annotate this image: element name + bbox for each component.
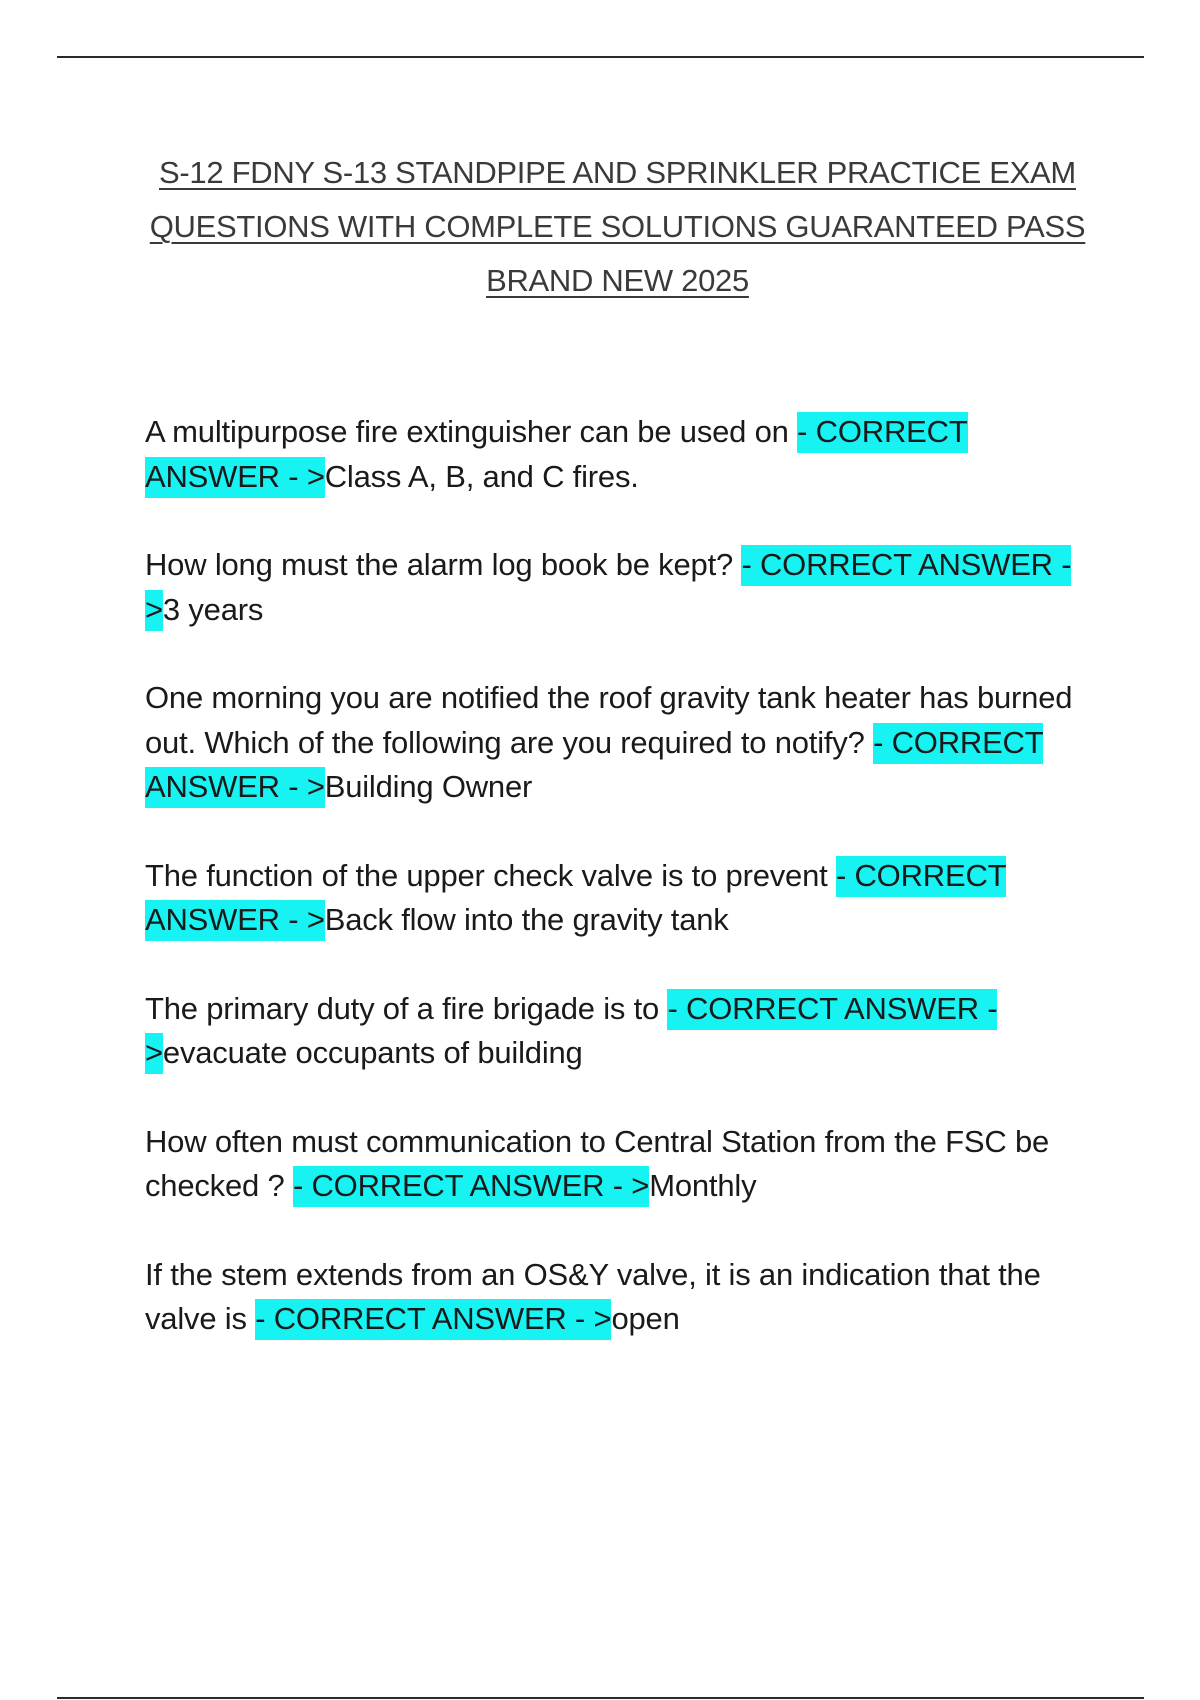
answer-text: evacuate occupants of building bbox=[162, 1035, 583, 1070]
correct-answer-marker: - CORRECT ANSWER - > bbox=[293, 1166, 649, 1207]
qa-item bbox=[145, 1253, 1090, 1342]
title-line-text: QUESTIONS WITH COMPLETE SOLUTIONS GUARANTEED PASS bbox=[149, 209, 1086, 244]
question-answer-list bbox=[145, 410, 1090, 1386]
answer-text: Monthly bbox=[649, 1168, 757, 1203]
answer-text: open bbox=[611, 1301, 680, 1336]
answer-text: Building Owner bbox=[324, 769, 533, 804]
answer-text: Back flow into the gravity tank bbox=[324, 902, 729, 937]
answer-text: Class A, B, and C fires. bbox=[324, 458, 639, 494]
qa-item bbox=[145, 987, 1090, 1076]
title-line-text: BRAND NEW 2025 bbox=[486, 263, 749, 298]
title-line-text: S-12 FDNY S-13 STANDPIPE AND SPRINKLER PRACTICE EXAM bbox=[159, 155, 1076, 190]
question-text: The primary duty of a fire brigade is to bbox=[145, 990, 668, 1026]
correct-answer-marker: - CORRECT ANSWER - > bbox=[145, 723, 1043, 809]
document-title bbox=[140, 146, 1095, 308]
correct-answer-marker: - CORRECT ANSWER - > bbox=[145, 989, 997, 1075]
title-line bbox=[140, 200, 1095, 254]
page-top-rule bbox=[57, 56, 1144, 58]
correct-answer-marker: - CORRECT ANSWER - > bbox=[145, 412, 968, 498]
correct-answer-marker: - CORRECT ANSWER - > bbox=[255, 1299, 611, 1340]
question-text: A multipurpose fire extinguisher can be used on bbox=[145, 414, 798, 449]
question-text: How long must the alarm log book be kept? bbox=[145, 547, 742, 582]
qa-item bbox=[145, 676, 1090, 810]
question-text: The function of the upper check valve is to prevent bbox=[145, 857, 836, 893]
correct-answer-marker: - CORRECT ANSWER - > bbox=[145, 856, 1006, 942]
qa-item bbox=[145, 410, 1090, 499]
question-text: One morning you are notified the roof gravity tank heater has burned out. Which of the following are you required to notify? bbox=[145, 680, 1073, 760]
qa-item bbox=[145, 854, 1090, 943]
question-text: How often must communication to Central Station from the FSC be checked ? bbox=[145, 1123, 1050, 1203]
title-line bbox=[140, 254, 1095, 308]
page-bottom-rule bbox=[57, 1697, 1144, 1699]
qa-item bbox=[145, 543, 1090, 632]
title-line bbox=[140, 146, 1095, 200]
correct-answer-marker: - CORRECT ANSWER - > bbox=[145, 545, 1071, 631]
question-text: If the stem extends from an OS&Y valve, it is an indication that the valve is bbox=[145, 1256, 1041, 1336]
qa-item bbox=[145, 1120, 1090, 1209]
answer-text: 3 years bbox=[162, 591, 264, 627]
